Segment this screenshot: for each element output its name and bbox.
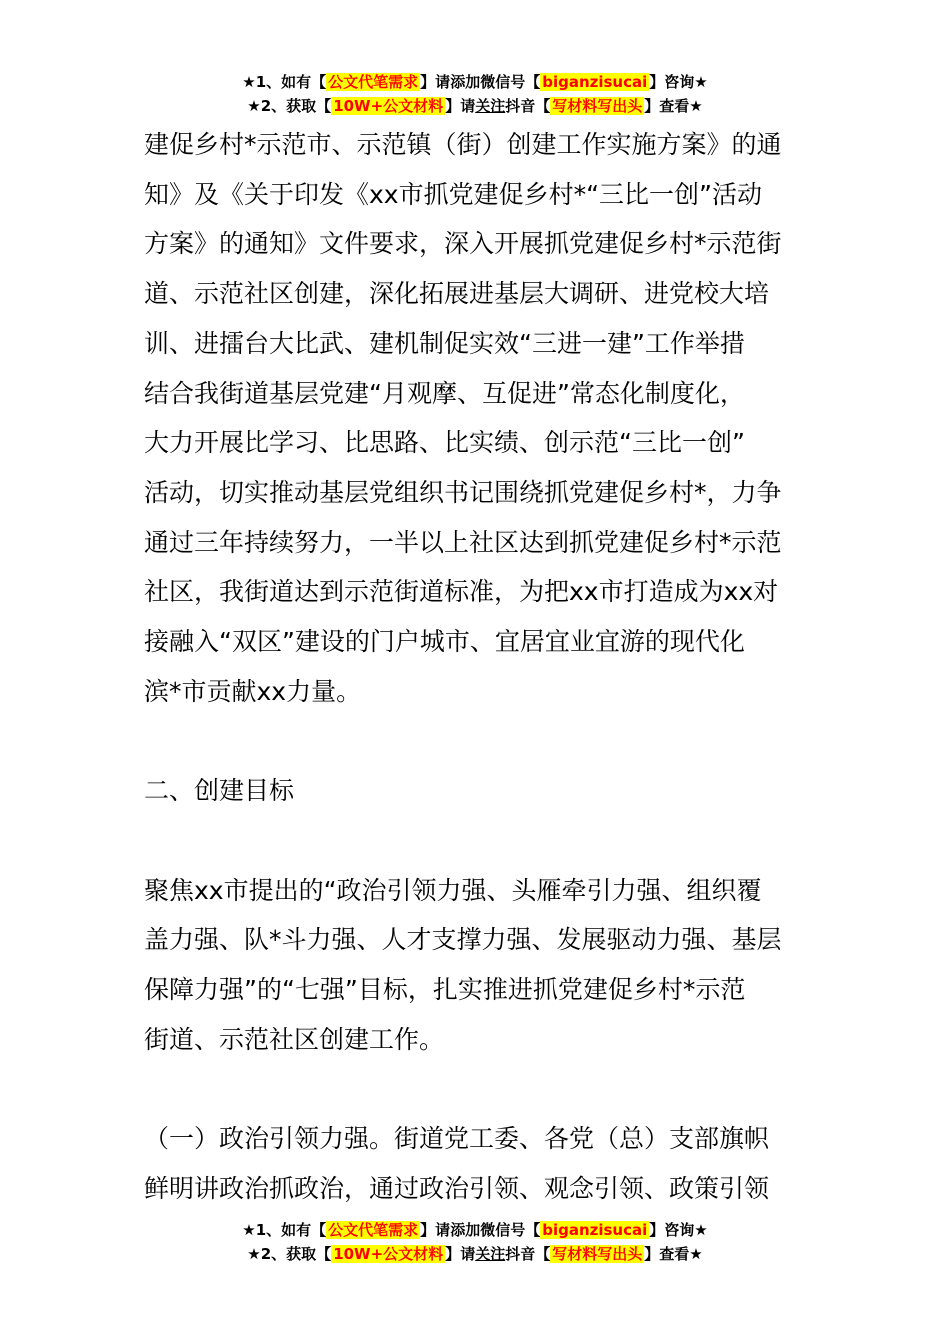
banner-text: 抖音【 [505, 97, 551, 115]
paragraph-line: 聚焦xx市提出的“政治引领力强、头雁牵引力强、组织覆 [144, 875, 762, 905]
banner-text: 】请 [420, 1221, 451, 1239]
banner-text: 】请 [420, 73, 451, 91]
banner-line-1 [0, 70, 950, 94]
banner-text: ★2、获取【 [247, 97, 332, 115]
banner-line-2 [0, 94, 950, 118]
document-body [144, 120, 814, 1213]
paragraph-line: 结合我街道基层党建“月观摩、互促进”常态化制度化， [144, 378, 745, 408]
banner-text: 】请 [445, 1245, 476, 1263]
paragraph-line: 活动，切实推动基层党组织书记围绕抓党建促乡村*，力争 [144, 477, 782, 507]
highlight-text: 10W+公文材料 [333, 1245, 444, 1263]
banner-line-2 [0, 1242, 950, 1266]
spacer [144, 816, 814, 866]
paragraph-line: 建促乡村*示范市、示范镇（街）创建工作实施方案》的通 [144, 130, 782, 159]
banner-text: ★1、如有【 [242, 1221, 327, 1239]
banner-text: 】查看★ [644, 97, 703, 115]
banner-text: 】请 [445, 97, 476, 115]
paragraph-line: 鲜明讲政治抓政治，通过政治引领、观念引领、政策引领 [144, 1173, 770, 1203]
highlight-text: 10W+公文材料 [333, 97, 444, 115]
paragraph-line: 街道、示范社区创建工作。 [144, 1024, 445, 1054]
paragraph-line: 方案》的通知》文件要求，深入开展抓党建促乡村*示范街 [144, 229, 782, 259]
banner-text: 】咨询★ [649, 73, 708, 91]
paragraph-line: 训、进擂台大比武、建机制促实效“三进一建”工作举措 [144, 328, 745, 358]
spacer [144, 716, 814, 766]
paragraph-line: 滨*市贡献xx力量。 [144, 676, 362, 706]
section-heading: 二、创建目标 [144, 776, 295, 806]
banner-text: 添加 [450, 1221, 481, 1239]
banner-text: 】咨询★ [649, 1221, 708, 1239]
wechat-id-highlight: biganzisucai [542, 73, 648, 91]
paragraph-line: 知》及《关于印发《xx市抓党建促乡村*“三比一创”活动 [144, 179, 762, 209]
spacer [144, 1064, 814, 1114]
highlight-text: 公文代笔需求 [328, 73, 419, 91]
banner-text: ★2、获取【 [247, 1245, 332, 1263]
paragraph-line: （一）政治引领力强。街道党工委、各党（总）支部旗帜 [144, 1124, 770, 1154]
douyin-id-highlight: 写材料写出头 [552, 1245, 643, 1263]
banner-text: 微信号【 [480, 1221, 541, 1239]
banner-text: 关注 [475, 1245, 506, 1263]
banner-text: 关注 [475, 97, 506, 115]
paragraph-line: 社区，我街道达到示范街道标准，为把xx市打造成为xx对 [144, 577, 779, 607]
paragraph-line: 盖力强、队*斗力强、人才支撑力强、发展驱动力强、基层 [144, 925, 782, 955]
header-banner [0, 70, 950, 118]
paragraph-line: 通过三年持续努力，一半以上社区达到抓党建促乡村*示范 [144, 527, 782, 557]
paragraph-line: 接融入“双区”建设的门户城市、宜居宜业宜游的现代化 [144, 627, 745, 657]
banner-text: 抖音【 [505, 1245, 551, 1263]
banner-text: ★1、如有【 [242, 73, 327, 91]
wechat-id-highlight: biganzisucai [542, 1221, 648, 1239]
banner-line-1 [0, 1218, 950, 1242]
douyin-id-highlight: 写材料写出头 [552, 97, 643, 115]
highlight-text: 公文代笔需求 [328, 1221, 419, 1239]
banner-text: 微信号【 [480, 73, 541, 91]
banner-text: 添加 [450, 73, 481, 91]
banner-text: 】查看★ [644, 1245, 703, 1263]
paragraph-line: 道、示范社区创建，深化拓展进基层大调研、进党校大培 [144, 279, 770, 309]
paragraph-line: 大力开展比学习、比思路、比实绩、创示范“三比一创” [144, 428, 745, 458]
paragraph-line: 保障力强”的“七强”目标，扎实推进抓党建促乡村*示范 [144, 974, 746, 1004]
footer-banner [0, 1218, 950, 1266]
